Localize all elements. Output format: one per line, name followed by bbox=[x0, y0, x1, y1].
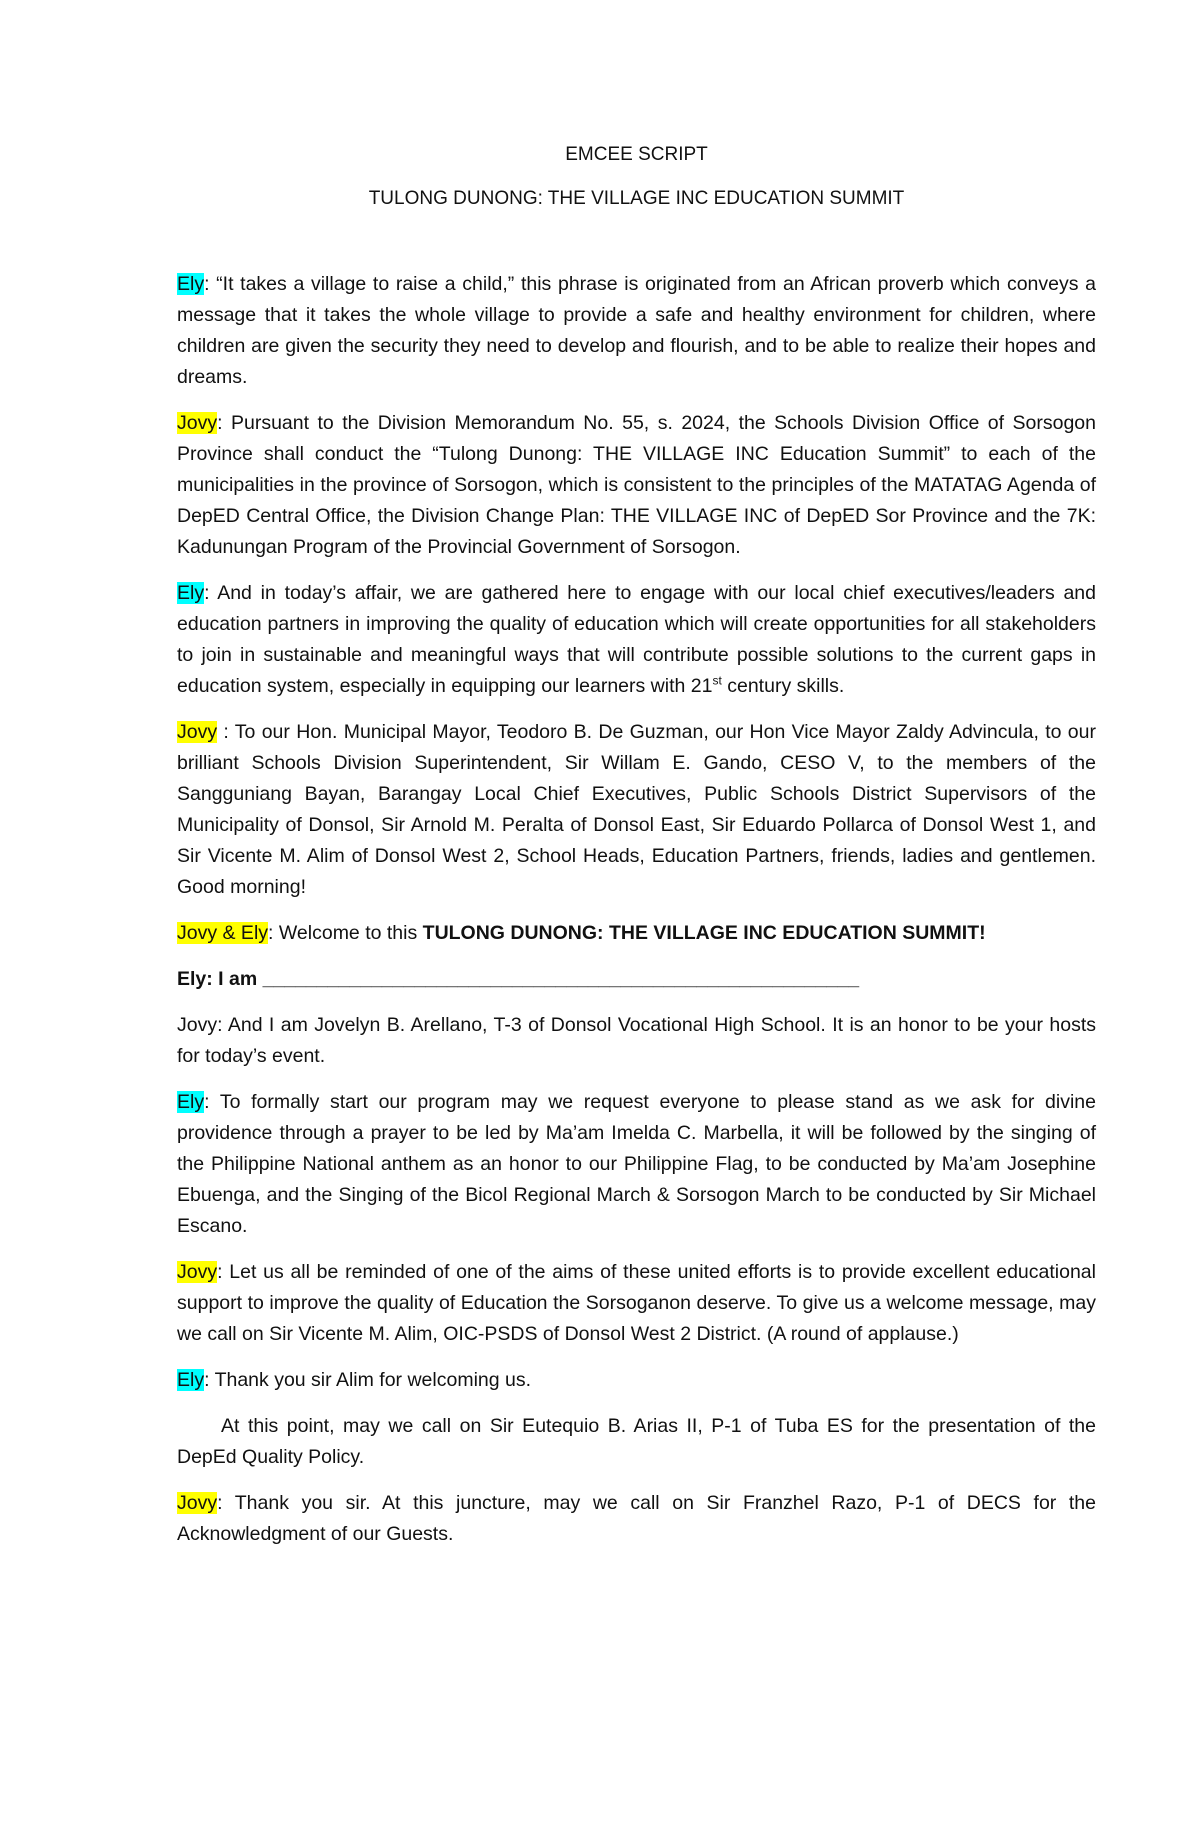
document-title: EMCEE SCRIPT bbox=[565, 144, 708, 165]
paragraph-ely-affair bbox=[177, 578, 1096, 702]
speaker-label: Jovy bbox=[177, 1261, 218, 1283]
paragraph-text-end: century skills. bbox=[721, 675, 845, 697]
paragraph-text: : Welcome to this bbox=[268, 922, 423, 944]
speaker-label: Jovy bbox=[177, 1492, 218, 1514]
speaker-label: Ely bbox=[177, 1369, 205, 1391]
paragraph-text: : Thank you sir. At this juncture, may we call on Sir Franzhel Razo, P-1 of DECS for the Acknowledgment of our Guests. bbox=[177, 1492, 1096, 1545]
paragraph-jovy-memorandum bbox=[177, 408, 1096, 563]
paragraph-ely-name: Ely: I am _______________________________________________________ bbox=[177, 968, 860, 990]
paragraph-jovy-acknowledgment bbox=[177, 1488, 1096, 1550]
paragraph-ely-intro bbox=[177, 269, 1096, 393]
paragraph-jovy-name: Jovy: And I am Jovelyn B. Arellano, T-3 of Donsol Vocational High School. It is an honor to be your hosts for today’s event. bbox=[177, 1014, 1096, 1067]
paragraph-quality-policy: At this point, may we call on Sir Eutequio B. Arias II, P-1 of Tuba ES for the presentation of the DepEd Quality Policy. bbox=[177, 1415, 1096, 1468]
speaker-label: Ely bbox=[177, 582, 205, 604]
paragraph-text: : Pursuant to the Division Memorandum No. 55, s. 2024, the Schools Division Office of Sorsogon Province shall conduct the “Tulong Dunong: THE VILLAGE INC Education Summit” to each of the municipalities in the province of Sorsogon, which is consistent to the principles of the MATATAG Agenda of DepED Central Office, the Division Change Plan: THE VILLAGE INC of DepED Sor Province and the 7K: Kadunungan Program of the Provincial Government of Sorsogon. bbox=[177, 412, 1096, 558]
superscript: st bbox=[712, 673, 722, 688]
speaker-label: Ely bbox=[177, 273, 205, 295]
speaker-label: Jovy & Ely bbox=[177, 922, 269, 944]
paragraph-text: : And in today’s affair, we are gathered here to engage with our local chief executives/leaders and education partners in improving the quality of education which will create opportunities for all stakeholders to join in sustainable and meaningful ways that will contribute possible solutions to the current gaps in education system, especially in equipping our learners with 21 bbox=[177, 582, 1096, 697]
paragraph-jovy-greetings bbox=[177, 717, 1096, 903]
document-subtitle: TULONG DUNONG: THE VILLAGE INC EDUCATION SUMMIT bbox=[368, 188, 905, 209]
paragraph-jovy-welcome-message bbox=[177, 1257, 1096, 1350]
paragraph-text: : Thank you sir Alim for welcoming us. bbox=[204, 1369, 532, 1391]
paragraph-welcome bbox=[177, 918, 1096, 949]
paragraph-text: : “It takes a village to raise a child,” this phrase is originated from an African proverb which conveys a message that it takes the whole village to provide a safe and healthy environment for children, where children are given the security they need to develop and flourish, and to be able to realize their hopes and dreams. bbox=[177, 273, 1096, 388]
paragraph-ely-opening bbox=[177, 1087, 1096, 1242]
paragraph-ely-thanks bbox=[177, 1365, 1096, 1396]
paragraph-text: : To formally start our program may we request everyone to please stand as we ask for divine providence through a prayer to be led by Ma’am Imelda C. Marbella, it will be followed by the singing of the Philippine National anthem as an honor to our Philippine Flag, to be conducted by Ma’am Josephine Ebuenga, and the Singing of the Bicol Regional March & Sorsogon March to be conducted by Sir Michael Escano. bbox=[177, 1091, 1096, 1237]
paragraph-text: : Let us all be reminded of one of the aims of these united efforts is to provide excellent educational support to improve the quality of Education the Sorsoganon deserve. To give us a welcome message, may we call on Sir Vicente M. Alim, OIC-PSDS of Donsol West 2 District. (A round of applause.) bbox=[177, 1261, 1096, 1345]
paragraph-text: : To our Hon. Municipal Mayor, Teodoro B. De Guzman, our Hon Vice Mayor Zaldy Advincula, to our brilliant Schools Division Superintendent, Sir Willam E. Gando, CESO V, to the members of the Sangguniang Bayan, Barangay Local Chief Executives, Public Schools District Supervisors of the Municipality of Donsol, Sir Arnold M. Peralta of Donsol East, Sir Eduardo Pollarca of Donsol West 1, and Sir Vicente M. Alim of Donsol West 2, School Heads, Education Partners, friends, ladies and gentlemen. Good morning! bbox=[177, 721, 1096, 898]
speaker-label: Jovy bbox=[177, 721, 218, 743]
speaker-label: Jovy bbox=[177, 412, 218, 434]
summit-name-bold: TULONG DUNONG: THE VILLAGE INC EDUCATION SUMMIT! bbox=[422, 922, 986, 944]
speaker-label: Ely bbox=[177, 1091, 205, 1113]
